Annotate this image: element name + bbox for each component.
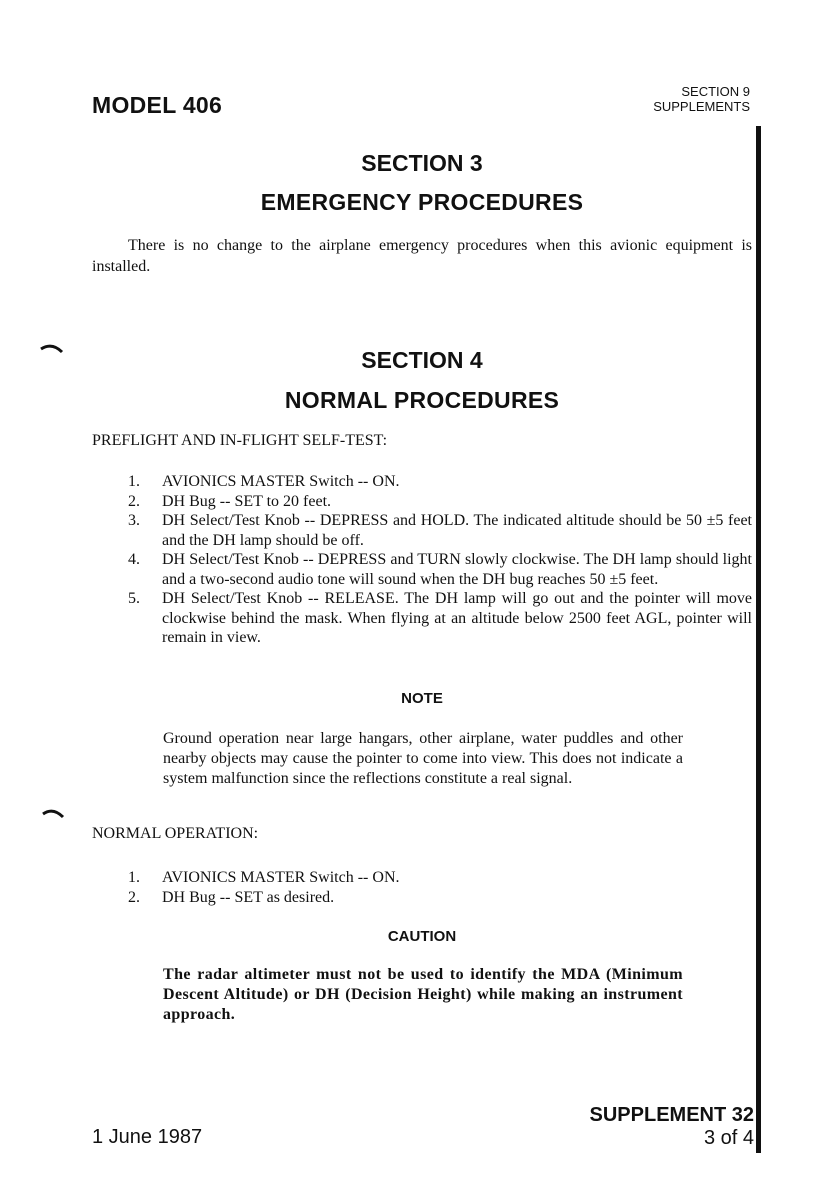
preflight-steps <box>120 472 752 648</box>
step-text: DH Select/Test Knob -- DEPRESS and TURN slowly clockwise. The DH lamp should light and a two-second audio tone will sound when the DH bug reaches 50 ±5 feet. <box>162 551 752 588</box>
list-item <box>120 589 752 648</box>
list-item <box>120 550 752 589</box>
step-text: DH Select/Test Knob -- DEPRESS and HOLD. The indicated altitude should be 50 ±5 feet and the DH lamp should be off. <box>162 512 752 549</box>
step-number: 4. <box>128 551 140 568</box>
step-text: DH Bug -- SET as desired. <box>162 888 335 906</box>
footer-supplement: SUPPLEMENT 32 <box>589 1104 754 1126</box>
section4-title: NORMAL PROCEDURES <box>284 387 560 413</box>
step-number: 5. <box>128 590 140 607</box>
caution-text: The radar altimeter must not be used to identify the MDA (Minimum Descent Altitude) or DH (Decision Height) while making an instrument approach. <box>163 966 683 1023</box>
step-text: AVIONICS MASTER Switch -- ON. <box>162 473 400 490</box>
step-text: AVIONICS MASTER Switch -- ON. <box>162 869 400 886</box>
section3-number: SECTION 3 <box>361 150 483 176</box>
section-name: SUPPLEMENTS <box>653 99 750 114</box>
list-item <box>120 492 752 512</box>
note-heading: NOTE <box>401 690 443 707</box>
footer-page-number: 3 of 4 <box>703 1127 754 1149</box>
step-text: DH Select/Test Knob -- RELEASE. The DH lamp will go out and the pointer will move clockwise behind the mask. When flying at an altitude below 2500 feet AGL, pointer will remain in view. <box>162 590 752 646</box>
revision-mark-icon <box>40 804 70 820</box>
preflight-heading: PREFLIGHT AND IN-FLIGHT SELF-TEST: <box>92 432 388 449</box>
step-number: 1. <box>128 869 140 886</box>
section4-number: SECTION 4 <box>361 347 483 373</box>
normal-operation-steps <box>120 868 752 907</box>
list-item <box>120 868 752 888</box>
step-number: 2. <box>128 888 140 906</box>
section3-text: There is no change to the airplane emergency procedures when this avionic equipment is installed. <box>92 237 752 275</box>
list-item <box>120 472 752 492</box>
normal-operation-heading: NORMAL OPERATION: <box>92 825 259 842</box>
section-header <box>653 84 750 114</box>
list-item <box>120 511 752 550</box>
caution-heading: CAUTION <box>387 928 457 945</box>
note-text: Ground operation near large hangars, other airplane, water puddles and other nearby objects may cause the pointer to come into view. This does not indicate a system malfunction since the reflections constitute a real signal. <box>163 730 683 787</box>
revision-change-bar <box>756 126 761 1153</box>
model-title: MODEL 406 <box>92 92 223 118</box>
step-number: 1. <box>128 473 140 490</box>
section3-title: EMERGENCY PROCEDURES <box>260 189 584 215</box>
footer-date: 1 June 1987 <box>92 1126 203 1148</box>
list-item <box>120 888 752 908</box>
step-number: 2. <box>128 492 140 510</box>
step-text: DH Bug -- SET to 20 feet. <box>162 492 332 510</box>
step-number: 3. <box>128 512 140 529</box>
section-label: SECTION 9 <box>681 84 750 99</box>
